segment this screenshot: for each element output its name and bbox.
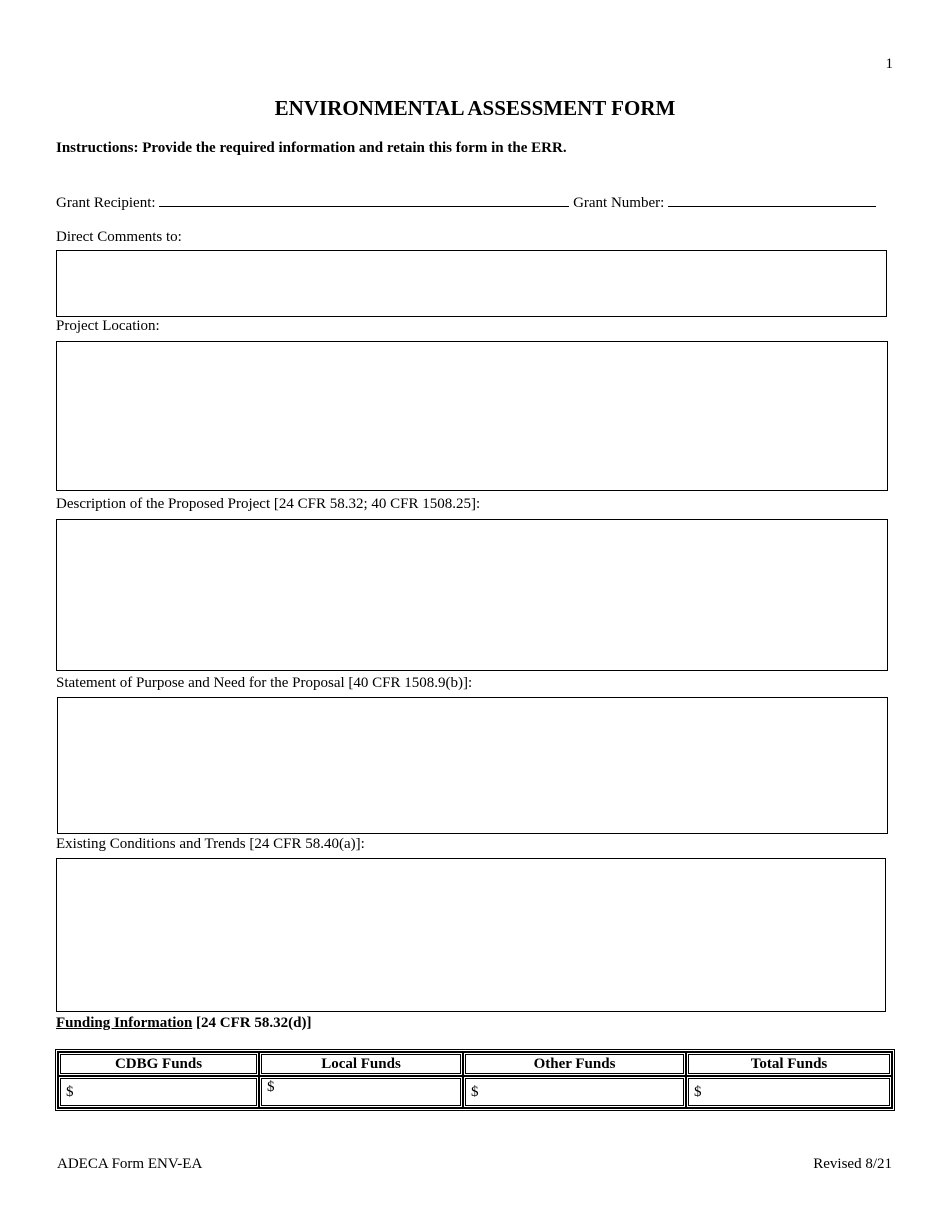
description-box[interactable]	[56, 519, 888, 671]
col-total-funds: Total Funds	[686, 1052, 892, 1076]
col-cdbg-funds: CDBG Funds	[58, 1052, 259, 1076]
form-id: ADECA Form ENV-EA	[57, 1156, 203, 1172]
project-location-label: Project Location:	[56, 318, 160, 334]
funding-heading-citation: [24 CFR 58.32(d)]	[192, 1015, 312, 1031]
grant-number-field[interactable]	[668, 192, 876, 207]
grant-recipient-label: Grant Recipient:	[56, 195, 156, 211]
col-other-funds: Other Funds	[463, 1052, 686, 1076]
instructions-text: Instructions: Provide the required information and retain this form in the ERR.	[56, 140, 567, 156]
grant-info-row	[56, 192, 876, 212]
description-label: Description of the Proposed Project [24 CFR 58.32; 40 CFR 1508.25]:	[56, 496, 481, 512]
total-funds-cell[interactable]: $	[686, 1076, 892, 1108]
funding-heading	[56, 1015, 311, 1032]
existing-conditions-box[interactable]	[56, 858, 886, 1012]
funding-value-row	[58, 1076, 892, 1108]
cdbg-funds-cell[interactable]: $	[58, 1076, 259, 1108]
direct-comments-label: Direct Comments to:	[56, 229, 182, 245]
funding-table	[55, 1049, 895, 1111]
col-local-funds: Local Funds	[259, 1052, 463, 1076]
direct-comments-box[interactable]	[56, 250, 887, 317]
purpose-need-label: Statement of Purpose and Need for the Proposal [40 CFR 1508.9(b)]:	[56, 675, 473, 691]
grant-number-label: Grant Number:	[573, 195, 665, 211]
page-title: ENVIRONMENTAL ASSESSMENT FORM	[274, 96, 676, 120]
page-number: 1	[885, 56, 893, 72]
local-funds-cell[interactable]: $	[259, 1076, 463, 1108]
funding-header-row	[58, 1052, 892, 1076]
grant-recipient-field[interactable]	[159, 192, 569, 207]
revised-date: Revised 8/21	[813, 1156, 892, 1172]
other-funds-cell[interactable]: $	[463, 1076, 686, 1108]
funding-heading-title: Funding Information	[56, 1015, 193, 1031]
existing-conditions-label: Existing Conditions and Trends [24 CFR 58.40(a)]:	[56, 836, 365, 852]
purpose-need-box[interactable]	[57, 697, 888, 834]
project-location-box[interactable]	[56, 341, 888, 491]
